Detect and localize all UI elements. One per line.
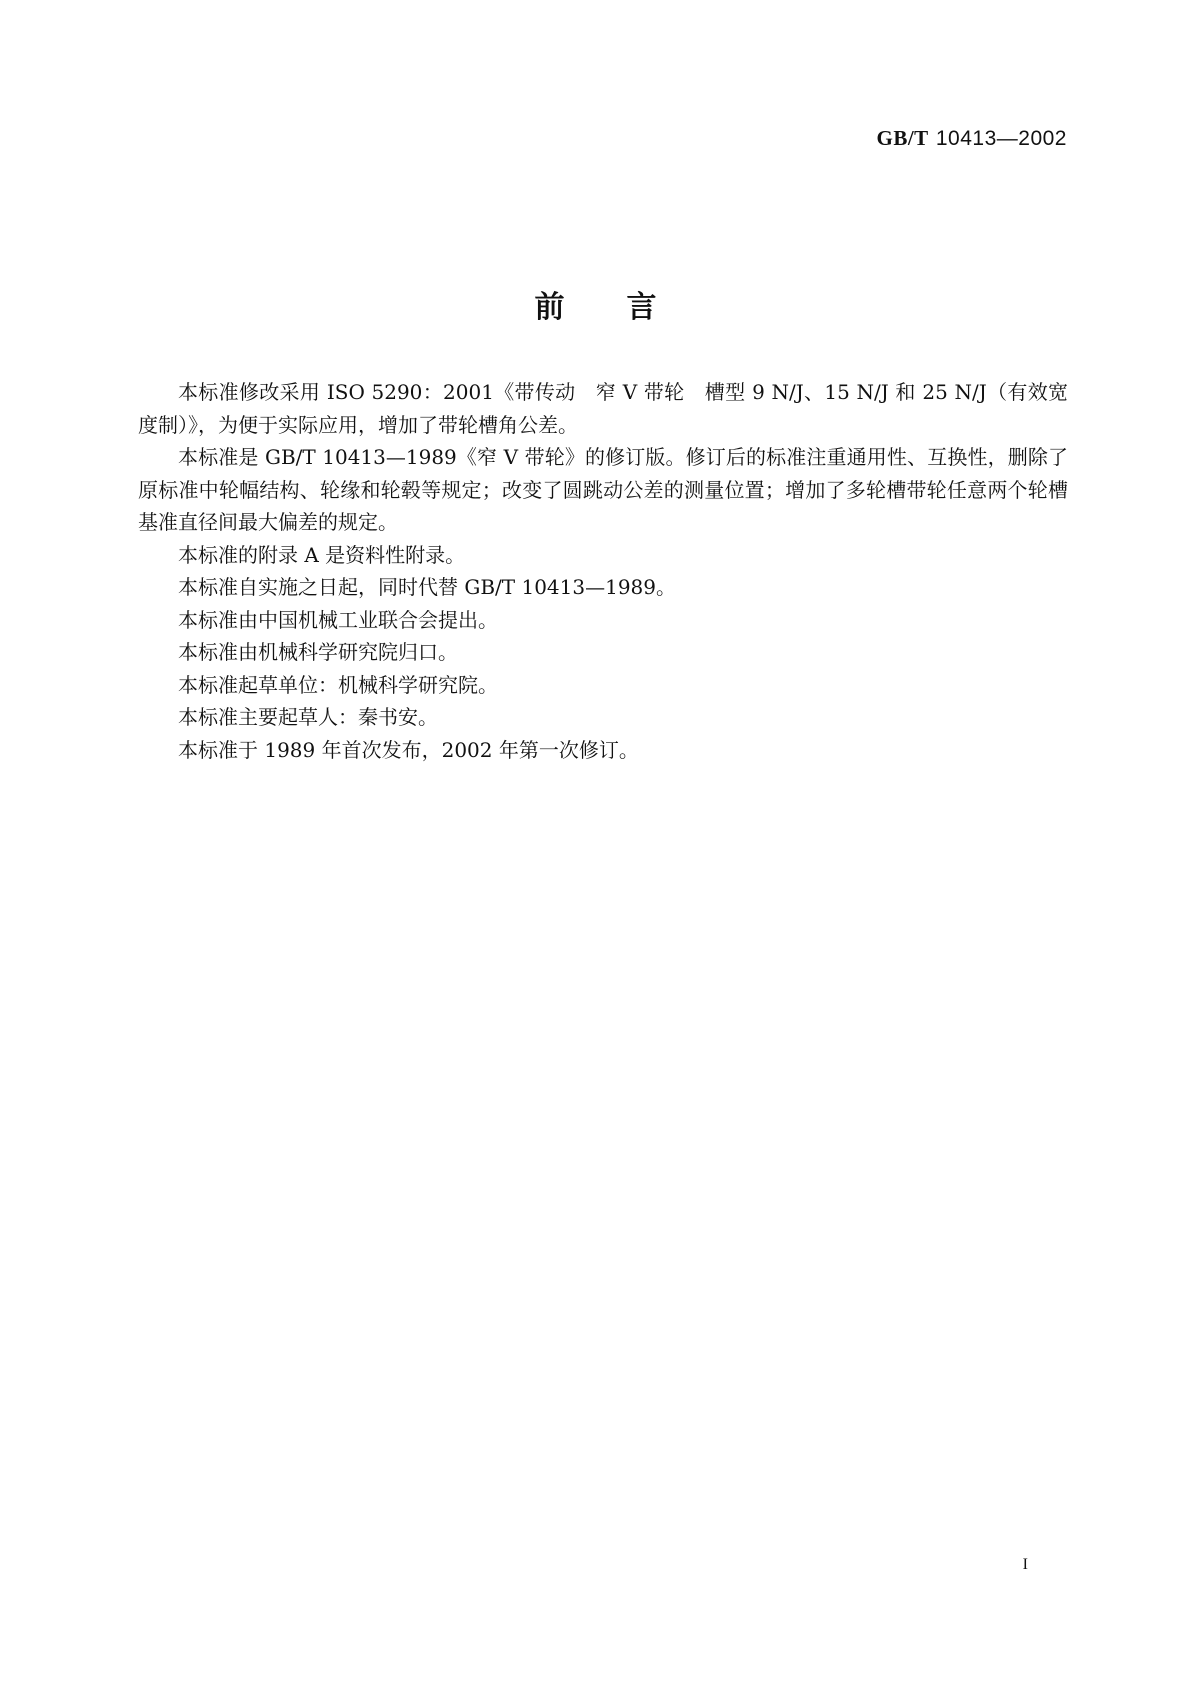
standard-prefix: GB/T [876, 126, 929, 150]
standard-code [877, 126, 1068, 151]
page-title: 前言 [534, 290, 719, 325]
paragraph-replacement: 本标准自实施之日起，同时代替 GB/T 10413—1989。 [178, 575, 676, 599]
paragraph-appendix: 本标准的附录 A 是资料性附录。 [178, 542, 466, 567]
paragraph-adoption: 本标准修改采用 ISO 5290：2001《带传动 窄 V 带轮 槽型 9 N/J、15 N/J 和 25 N/J（有效宽度制）》，为便于实际应用，增加了带轮槽角公差。 [138, 380, 1068, 437]
foreword-body [138, 376, 1068, 766]
paragraph-revision: 本标准是 GB/T 10413—1989《窄 V 带轮》的修订版。修订后的标准注重通用性、互换性，删除了原标准中轮幅结构、轮缘和轮毂等规定；改变了圆跳动公差的测量位置；增加了多轮槽带轮任意两个轮槽基准直径间最大偏差的规定。 [138, 445, 1068, 534]
paragraph-centralized: 本标准由机械科学研究院归口。 [178, 640, 458, 664]
paragraph-drafter: 本标准主要起草人：秦书安。 [178, 705, 438, 729]
paragraph-history: 本标准于 1989 年首次发布，2002 年第一次修订。 [178, 737, 639, 762]
page-number: I [1022, 1556, 1028, 1573]
standard-number: 10413—2002 [935, 127, 1067, 150]
paragraph-drafting-unit: 本标准起草单位：机械科学研究院。 [178, 672, 498, 697]
paragraph-proposer: 本标准由中国机械工业联合会提出。 [178, 607, 498, 632]
